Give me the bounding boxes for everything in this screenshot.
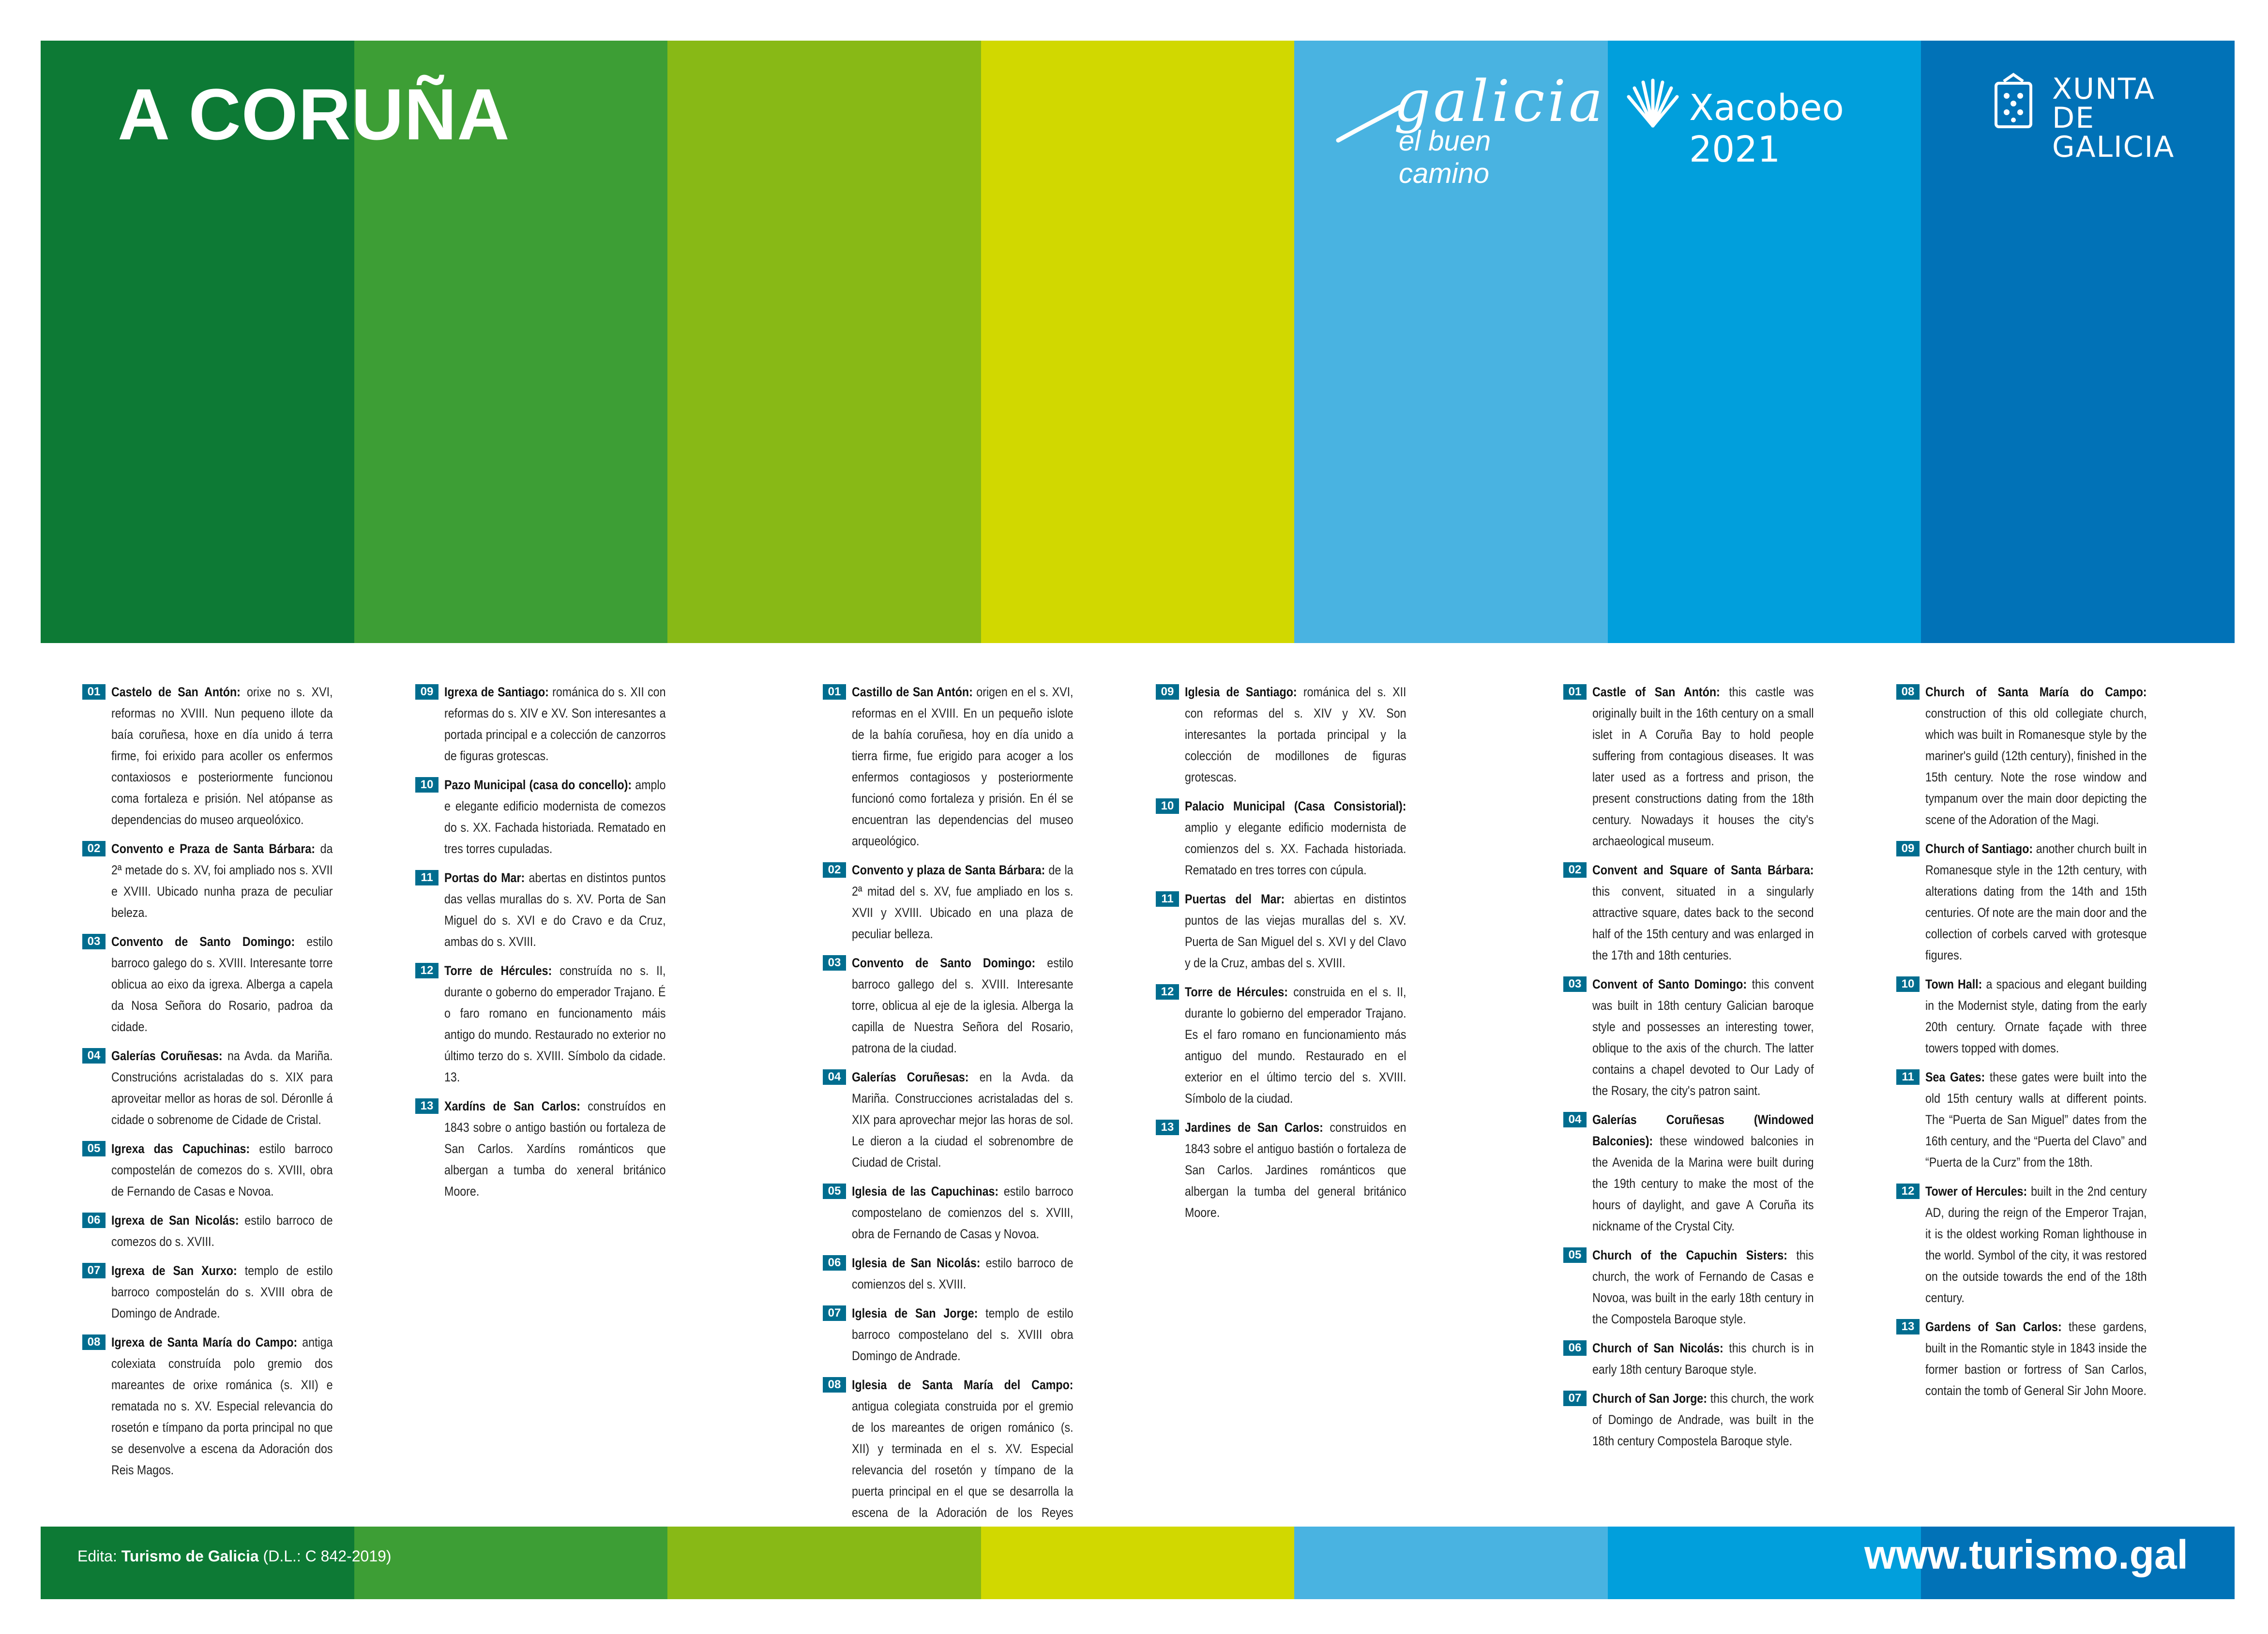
item-text: this castle was originally built in the 16th century on a small islet in A Coruña Bay to hold people suffering from contagious diseases. It was later used as a fortress and prison, the present constructions dating from the 18th century. Nowadays it houses the city's archaeological museum. bbox=[1592, 685, 1814, 848]
text-column-es-2 bbox=[1156, 681, 1442, 1231]
item-description bbox=[852, 952, 1074, 1059]
item-description bbox=[852, 1252, 1074, 1295]
list-item bbox=[82, 838, 369, 923]
publisher-credit bbox=[77, 1547, 392, 1565]
list-item bbox=[82, 1045, 369, 1130]
item-number-badge: 01 bbox=[1563, 684, 1587, 700]
galicia-tagline: el buen camino bbox=[1399, 125, 1491, 189]
item-number-badge: 07 bbox=[82, 1263, 106, 1278]
item-text: en la Avda. da Mariña. Construcciones acristaladas del s. XIX para aprovechar mejor las horas de sol. Le dieron a la ciudad el sobrenombre de Ciudad de Cristal. bbox=[852, 1070, 1074, 1169]
list-item bbox=[1156, 888, 1442, 974]
item-number-badge: 13 bbox=[415, 1098, 438, 1114]
list-item bbox=[415, 960, 702, 1088]
item-name: Palacio Municipal (Casa Consistorial): bbox=[1185, 799, 1406, 813]
item-name: Igrexa de Santa María do Campo: bbox=[111, 1335, 298, 1349]
item-number-badge: 11 bbox=[1896, 1069, 1920, 1085]
item-number-badge: 06 bbox=[1563, 1340, 1587, 1356]
item-text: abertas en distintos puntos das vellas murallas do s. XV. Porta de San Miguel do s. XVI e do Cravo e da Cruz, ambas do s. XVIII. bbox=[444, 870, 666, 949]
item-name: Church of Santiago: bbox=[1925, 841, 2033, 856]
item-number-badge: 01 bbox=[82, 684, 106, 700]
item-name: Pazo Municipal (casa do concello): bbox=[444, 778, 632, 792]
item-name: Igrexa de San Xurxo: bbox=[111, 1263, 237, 1278]
list-item bbox=[82, 1138, 369, 1202]
item-name: Iglesia de Santa María del Campo: bbox=[852, 1378, 1074, 1392]
list-item bbox=[823, 1252, 1109, 1295]
item-number-badge: 11 bbox=[415, 870, 438, 885]
item-text: románica del s. XII con reformas del s. XIV y XV. Son interesantes la portada principal y la colección de modillones de figuras grotescas. bbox=[1185, 685, 1406, 784]
item-number-badge: 12 bbox=[1896, 1184, 1920, 1199]
item-description bbox=[444, 1095, 666, 1202]
item-number-badge: 03 bbox=[82, 934, 106, 949]
item-description bbox=[111, 1138, 333, 1202]
list-item bbox=[1563, 1109, 1850, 1237]
item-name: Galerías Coruñesas: bbox=[852, 1070, 969, 1084]
list-item bbox=[415, 774, 702, 859]
item-name: Castillo de San Antón: bbox=[852, 685, 973, 699]
item-text: these gardens, built in the Romantic style in 1843 inside the former bastion or fortress of San Carlos, contain the tomb of General Sir John Moore. bbox=[1925, 1319, 2147, 1398]
item-name: Galerías Coruñesas (Windowed Balconies): bbox=[1592, 1112, 1814, 1148]
item-text: this church is in early 18th century Baroque style. bbox=[1592, 1341, 1814, 1377]
item-text: antiga colexiata construída polo gremio dos mareantes de orixe románica (s. XII) e rematada no s. XV. Especial relevancia do rosetón e tímpano da porta principal no que se desenvolve a escena da Adoración dos Reis Magos. bbox=[111, 1335, 333, 1477]
item-number-badge: 12 bbox=[1156, 984, 1179, 1000]
item-description bbox=[852, 1374, 1074, 1544]
item-number-badge: 12 bbox=[415, 963, 438, 978]
website-link[interactable]: www.turismo.gal bbox=[1864, 1532, 2188, 1577]
item-description bbox=[1925, 1181, 2147, 1308]
item-text: this church, the work of Domingo de Andrade, was built in the 18th century Compostela Baroque style. bbox=[1592, 1391, 1814, 1448]
item-text: built in the 2nd century AD, during the reign of the Emperor Trajan, it is the oldest working Roman lighthouse in the world. Symbol of the city, it was restored on the outside towards the end of the 18th century. bbox=[1925, 1184, 2147, 1305]
item-number-badge: 05 bbox=[823, 1184, 846, 1199]
item-name: Jardines de San Carlos: bbox=[1185, 1120, 1323, 1135]
item-name: Church of the Capuchin Sisters: bbox=[1592, 1248, 1787, 1262]
item-name: Igrexa de Santiago: bbox=[444, 685, 549, 699]
list-item bbox=[823, 1303, 1109, 1366]
item-text: estilo barroco galego do s. XVIII. Interesante torre oblicua ao eixo da igrexa. Alberga a capela da Nosa Señora do Rosario, padroa da cidade. bbox=[111, 934, 333, 1034]
item-text: this convent, situated in a singularly attractive square, dates back to the second half of the 15th century and was enlarged in the 17th and 18th centuries. bbox=[1592, 884, 1814, 962]
item-number-badge: 08 bbox=[823, 1377, 846, 1393]
list-item bbox=[1156, 795, 1442, 881]
item-number-badge: 04 bbox=[82, 1048, 106, 1064]
band-stripe bbox=[667, 1527, 981, 1599]
item-description bbox=[1925, 1066, 2147, 1173]
text-column-gl-1 bbox=[82, 681, 369, 1488]
item-name: Torre de Hércules: bbox=[1185, 985, 1288, 999]
list-item bbox=[823, 952, 1109, 1059]
list-item bbox=[1563, 859, 1850, 966]
item-description bbox=[444, 867, 666, 952]
xacobeo-logo bbox=[1624, 77, 1924, 170]
scallop-shell-icon bbox=[1624, 77, 1682, 131]
item-text: these gates were built into the old 15th century walls at different points. The “Puerta de San Miguel” dates from the 16th century, and the “Puerta del Clavo” and “Puerta de la Curz” from the 18th. bbox=[1925, 1070, 2147, 1169]
galicia-wordmark: galicia bbox=[1394, 68, 1606, 135]
item-number-badge: 13 bbox=[1156, 1120, 1179, 1135]
item-number-badge: 02 bbox=[823, 862, 846, 878]
item-number-badge: 09 bbox=[1896, 841, 1920, 856]
item-description bbox=[1592, 1109, 1814, 1237]
list-item bbox=[1156, 681, 1442, 788]
item-number-badge: 07 bbox=[823, 1305, 846, 1321]
item-description bbox=[852, 859, 1074, 944]
item-text: construída no s. II, durante o goberno do emperador Trajano. É o faro romano en funcionamento máis antigo do mundo. Restaurado no exterior no último terzo do s. XVIII. Símbolo da cidade. 13. bbox=[444, 963, 666, 1084]
item-text: origen en el s. XVI, reformas en el XVIII. En un pequeño islote de la bahía coruñesa, hoy en día unido a tierra firme, fue erigido para acoger a los enfermos contagiosos y posteriormente funcionó como fortaleza y prisión. En él se encuentran las dependencias del museo arqueológico. bbox=[852, 685, 1074, 848]
item-text: a spacious and elegant building in the Modernist style, dating from the early 20th century. Ornate façade with three towers topped with domes. bbox=[1925, 977, 2147, 1055]
list-item bbox=[1563, 681, 1850, 852]
item-text: románica do s. XII con reformas do s. XIV e XV. Son interesantes a portada principal e a colección de canzorros de figuras grotescas. bbox=[444, 685, 666, 763]
item-number-badge: 02 bbox=[82, 841, 106, 856]
item-text: construídos en 1843 sobre o antigo bastión ou fortaleza de San Carlos. Xardíns románticos que albergan a tumba do xeneral británico Moore. bbox=[444, 1099, 666, 1199]
item-number-badge: 05 bbox=[1563, 1247, 1587, 1263]
item-number-badge: 02 bbox=[1563, 862, 1587, 878]
item-text: construida en el s. II, durante lo gobierno del emperador Trajano. Es el faro romano en funcionamiento más antiguo del mundo. Restaurado en el exterior en el último tercio del s. XVIII. Símbolo de la ciudad. bbox=[1185, 985, 1406, 1106]
item-description bbox=[111, 1045, 333, 1130]
item-description bbox=[111, 1260, 333, 1324]
list-item bbox=[415, 681, 702, 766]
item-name: Castelo de San Antón: bbox=[111, 685, 241, 699]
item-text: amplio y elegante edificio modernista de comienzos del s. XX. Fachada historiada. Rematado en tres torres con cúpula. bbox=[1185, 820, 1406, 877]
item-number-badge: 05 bbox=[82, 1141, 106, 1156]
item-name: Iglesia de San Jorge: bbox=[852, 1306, 978, 1320]
item-text: this convent was built in 18th century Galician baroque style and possesses an interesting tower, oblique to the axis of the church. The latter contains a chapel devoted to Our Lady of the Rosary, the city's patron saint. bbox=[1592, 977, 1814, 1098]
item-description bbox=[1185, 888, 1406, 974]
item-number-badge: 06 bbox=[82, 1213, 106, 1228]
item-text: construction of this old collegiate church, which was built in Romanesque style by the mariner's guild (12th century), finished in the 15th century. Note the rose window and tympanum over the main door depicting the scene of the Adoration of the Magi. bbox=[1925, 706, 2147, 827]
xunta-wordmark bbox=[2052, 72, 2202, 164]
item-text: estilo barroco gallego del s. XVIII. Interesante torre, oblicua al eje de la iglesia. Alberga la capilla de Nuestra Señora del Rosario, patrona de la ciudad. bbox=[852, 956, 1074, 1055]
item-name: Convent and Square of Santa Bárbara: bbox=[1592, 863, 1814, 877]
xunta-line-2: DE GALICIA bbox=[2052, 101, 2175, 164]
item-description bbox=[1925, 838, 2147, 966]
item-number-badge: 06 bbox=[823, 1255, 846, 1271]
item-number-badge: 08 bbox=[82, 1334, 106, 1350]
item-description bbox=[852, 1066, 1074, 1173]
item-number-badge: 13 bbox=[1896, 1319, 1920, 1334]
item-text: amplo e elegante edificio modernista de comezos do s. XX. Fachada historiada. Rematado en tres torres cupuladas. bbox=[444, 778, 666, 856]
item-description bbox=[1592, 681, 1814, 852]
item-description bbox=[1925, 1316, 2147, 1401]
item-text: na Avda. da Mariña. Construcións acristaladas do s. XIX para aproveitar mellor as horas de sol. Déronlle á cidade o sobrenome de Cidade de Cristal. bbox=[111, 1049, 333, 1127]
item-description bbox=[1592, 1337, 1814, 1380]
item-name: Galerías Coruñesas: bbox=[111, 1049, 223, 1063]
item-description bbox=[1592, 974, 1814, 1101]
list-item bbox=[415, 1095, 702, 1202]
item-text: this church, the work of Fernando de Casas e Novoa, was built in the early 18th century in the Compostela Baroque style. bbox=[1592, 1248, 1814, 1326]
item-text: these windowed balconies in the Avenida de la Marina were built during the 19th century to make the most of the hours of daylight, and gave A Coruña its nickname of the Crystal City. bbox=[1592, 1134, 1814, 1233]
item-name: Tower of Hercules: bbox=[1925, 1184, 2027, 1199]
item-text: construidos en 1843 sobre el antiguo bastión o fortaleza de San Carlos. Jardines románticos que albergan la tumba del general británico Moore. bbox=[1185, 1120, 1406, 1220]
band-stripe bbox=[981, 41, 1295, 643]
item-text: abiertas en distintos puntos de las viejas murallas del s. XV. Puerta de San Miguel del s. XVI y del Clavo y de la Cruz, ambas del s. XVIII. bbox=[1185, 892, 1406, 970]
item-number-badge: 11 bbox=[1156, 891, 1179, 907]
item-name: Puertas del Mar: bbox=[1185, 892, 1285, 906]
item-description bbox=[111, 1332, 333, 1481]
item-name: Iglesia de Santiago: bbox=[1185, 685, 1297, 699]
item-text: templo de estilo barroco compostelán do s. XVIII obra de Domingo de Andrade. bbox=[111, 1263, 333, 1320]
list-item bbox=[823, 1374, 1109, 1544]
xunta-logo bbox=[1989, 72, 2202, 164]
text-column-gl-2 bbox=[415, 681, 702, 1210]
item-number-badge: 08 bbox=[1896, 684, 1920, 700]
item-number-badge: 03 bbox=[1563, 976, 1587, 992]
list-item bbox=[1563, 1388, 1850, 1452]
item-name: Igrexa das Capuchinas: bbox=[111, 1141, 250, 1156]
item-name: Convent of Santo Domingo: bbox=[1592, 977, 1747, 991]
item-text: templo de estilo barroco compostelano del s. XVIII obra Domingo de Andrade. bbox=[852, 1306, 1074, 1363]
list-item bbox=[415, 867, 702, 952]
item-description bbox=[111, 1210, 333, 1252]
list-item bbox=[1896, 838, 2183, 966]
item-name: Church of San Jorge: bbox=[1592, 1391, 1707, 1406]
item-text: estilo barroco de comienzos del s. XVIII. bbox=[852, 1256, 1074, 1291]
list-item bbox=[823, 859, 1109, 944]
legal-deposit: (D.L.: C 842-2019) bbox=[258, 1547, 392, 1565]
item-text: de la 2ª mitad del s. XV, fue ampliado en los s. XVII y XVIII. Ubicado en una plaza de peculiar belleza. bbox=[852, 863, 1074, 941]
swoosh-icon bbox=[1336, 102, 1404, 145]
list-item bbox=[1156, 981, 1442, 1109]
list-item bbox=[1896, 1181, 2183, 1308]
item-name: Castle of San Antón: bbox=[1592, 685, 1720, 699]
list-item bbox=[82, 1210, 369, 1252]
item-name: Torre de Hércules: bbox=[444, 963, 552, 978]
item-text: da 2ª metade do s. XV, foi ampliado nos s. XVII e XVIII. Ubicado nunha praza de peculiar beleza. bbox=[111, 841, 333, 920]
item-description bbox=[444, 681, 666, 766]
item-description bbox=[1185, 1117, 1406, 1223]
list-item bbox=[823, 1181, 1109, 1244]
item-number-badge: 01 bbox=[823, 684, 846, 700]
item-description bbox=[852, 1181, 1074, 1244]
item-number-badge: 10 bbox=[415, 777, 438, 793]
list-item bbox=[1563, 1244, 1850, 1330]
list-item bbox=[1156, 1117, 1442, 1223]
item-description bbox=[1925, 974, 2147, 1059]
text-column-en-1 bbox=[1563, 681, 1850, 1459]
list-item bbox=[82, 681, 369, 830]
xunta-line-1: XUNTA bbox=[2052, 72, 2155, 106]
galicia-logo bbox=[1336, 68, 1606, 189]
item-description bbox=[1592, 1388, 1814, 1452]
item-number-badge: 03 bbox=[823, 955, 846, 971]
item-description bbox=[852, 1303, 1074, 1366]
publisher-name: Turismo de Galicia bbox=[121, 1547, 259, 1565]
item-name: Sea Gates: bbox=[1925, 1070, 1985, 1084]
item-number-badge: 10 bbox=[1896, 976, 1920, 992]
item-name: Igrexa de San Nicolás: bbox=[111, 1213, 239, 1228]
item-name: Convento e Praza de Santa Bárbara: bbox=[111, 841, 316, 856]
item-name: Convento y plaza de Santa Bárbara: bbox=[852, 863, 1045, 877]
item-description bbox=[1925, 681, 2147, 830]
item-number-badge: 10 bbox=[1156, 798, 1179, 814]
list-item bbox=[1896, 1066, 2183, 1173]
edita-label: Edita: bbox=[77, 1547, 121, 1565]
text-column-en-2 bbox=[1896, 681, 2183, 1409]
item-name: Church of Santa María do Campo: bbox=[1925, 685, 2147, 699]
text-column-es-1 bbox=[823, 681, 1109, 1552]
band-stripe bbox=[981, 1527, 1295, 1599]
page-title: A CORUÑA bbox=[118, 74, 510, 155]
list-item bbox=[82, 1260, 369, 1324]
item-name: Convento de Santo Domingo: bbox=[852, 956, 1036, 970]
item-description bbox=[1185, 795, 1406, 881]
item-name: Xardíns de San Carlos: bbox=[444, 1099, 580, 1113]
item-description bbox=[1185, 981, 1406, 1109]
list-item bbox=[1896, 974, 2183, 1059]
item-text: orixe no s. XVI, reformas no XVIII. Nun pequeno illote da baía coruñesa, hoxe en día unido á terra firme, foi erixido para acoller os enfermos contaxiosos e posteriormente funcionou coma fortaleza e prisión. Nel atópanse as dependencias do museo arqueolóxico. bbox=[111, 685, 333, 827]
item-text: estilo barroco compostelán de comezos do s. XVIII, obra de Fernando de Casas e Novoa. bbox=[111, 1141, 333, 1199]
list-item bbox=[823, 681, 1109, 852]
list-item bbox=[823, 1066, 1109, 1173]
item-description bbox=[1592, 859, 1814, 966]
item-number-badge: 09 bbox=[1156, 684, 1179, 700]
list-item bbox=[1896, 681, 2183, 830]
item-text: estilo barroco de comezos do s. XVIII. bbox=[111, 1213, 333, 1249]
list-item bbox=[1896, 1316, 2183, 1401]
list-item bbox=[1563, 1337, 1850, 1380]
item-number-badge: 04 bbox=[1563, 1112, 1587, 1127]
item-number-badge: 09 bbox=[415, 684, 438, 700]
band-stripe bbox=[667, 41, 981, 643]
item-description bbox=[1185, 681, 1406, 788]
item-name: Church of San Nicolás: bbox=[1592, 1341, 1724, 1355]
list-item bbox=[82, 1332, 369, 1481]
item-description bbox=[852, 681, 1074, 852]
item-name: Town Hall: bbox=[1925, 977, 1982, 991]
item-description bbox=[111, 681, 333, 830]
item-name: Iglesia de las Capuchinas: bbox=[852, 1184, 999, 1199]
list-item bbox=[1563, 974, 1850, 1101]
item-number-badge: 04 bbox=[823, 1069, 846, 1085]
band-stripe bbox=[1294, 1527, 1608, 1599]
item-name: Iglesia de San Nicolás: bbox=[852, 1256, 981, 1270]
item-text: estilo barroco compostelano de comienzos del s. XVIII, obra de Fernando de Casas y Novoa. bbox=[852, 1184, 1074, 1241]
item-description bbox=[444, 960, 666, 1088]
coat-of-arms-icon bbox=[1989, 73, 2038, 133]
band-stripe bbox=[354, 1527, 668, 1599]
item-name: Gardens of San Carlos: bbox=[1925, 1319, 2062, 1334]
item-number-badge: 07 bbox=[1563, 1391, 1587, 1406]
item-description bbox=[111, 838, 333, 923]
item-text: antigua colegiata construida por el gremio de los mareantes de origen románico (s. XII) y terminada en el s. XV. Especial relevancia del rosetón y tímpano de la puerta principal en el que se desarrolla la escena de la Adoración de los Reyes bbox=[852, 1399, 1074, 1520]
item-name: Portas do Mar: bbox=[444, 870, 525, 885]
item-description bbox=[444, 774, 666, 859]
item-name: Convento de Santo Domingo: bbox=[111, 934, 295, 949]
item-description bbox=[1592, 1244, 1814, 1330]
xacobeo-text: Xacobeo 2021 bbox=[1689, 87, 1844, 170]
list-item bbox=[82, 931, 369, 1037]
item-text: another church built in Romanesque style in the 12th century, with alterations dating from the 14th and 15th centuries. Of note are the main door and the collection of corbels carved with grotesque figures. bbox=[1925, 841, 2147, 962]
item-description bbox=[111, 931, 333, 1037]
